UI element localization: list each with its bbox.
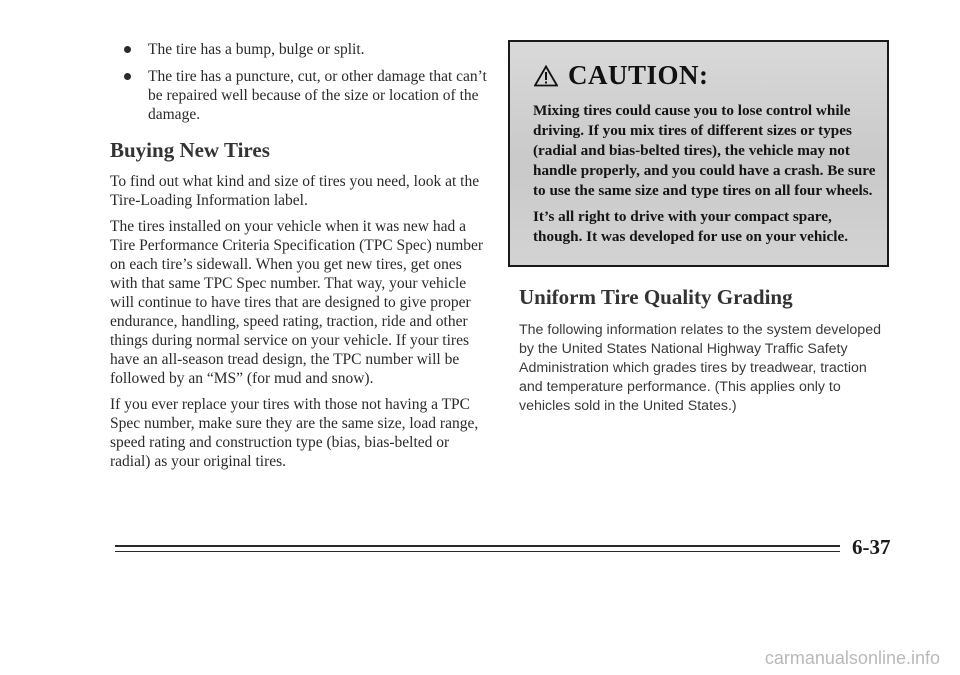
paragraph: The tires installed on your vehicle when it was new had a Tire Performance Criteria Specification (TPC Spec) number on each tire’s sidewall. When you get new tires, get ones with that same TPC Spec number. That way, your vehicle will continue to have tires that are designed to give proper endurance, handling, speed rating, traction, ride and other things during normal service on your vehicle. If your tires have an all-season tread design, the TPC number will be followed by an “MS” (for mud and snow). [110,218,484,387]
caution-header [534,60,709,91]
caution-box [508,40,889,267]
watermark: carmanualsonline.info [764,648,940,668]
bullet-text: The tire has a bump, bulge or split. [148,41,365,58]
bullet-dot-icon [124,73,131,80]
caution-paragraph: Mixing tires could cause you to lose control while driving. If you mix tires of different sizes or types (radial and bias-belted tires), the vehicle may not handle properly, and you could have a crash. Be sure to use the same size and type tires on all four wheels. [533,102,876,199]
caution-body [533,101,878,253]
caution-paragraph: It’s all right to drive with your compact spare, though. It was developed for use on your vehicle. [533,208,849,245]
bullet-item [110,67,490,124]
section-heading-uniform-tire-quality-grading: Uniform Tire Quality Grading [519,285,793,309]
left-column [110,40,490,478]
right-column [519,285,889,416]
paragraph: The following information relates to the system developed by the United States National Highway Traffic Safety Administration which grades tires by treadwear, traction and temperature performance. (This applies only to vehicles sold in the United States.) [519,322,881,414]
page-number: 6-37 [852,535,891,559]
damage-bullet-list [110,40,490,124]
caution-title: CAUTION: [568,60,709,90]
paragraph: To find out what kind and size of tires you need, look at the Tire-Loading Information label. [110,173,480,209]
bullet-dot-icon [124,46,131,53]
section-heading-buying-new-tires: Buying New Tires [110,138,270,162]
footer-rule [115,545,840,547]
bullet-item [110,40,490,59]
footer-rule-thin [115,551,840,552]
bullet-text: The tire has a puncture, cut, or other damage that can’t be repaired well because of the size or location of the damage. [148,68,487,123]
warning-triangle-icon [534,65,558,87]
paragraph: If you ever replace your tires with those not having a TPC Spec number, make sure they are the same size, load range, speed rating and construction type (bias, bias-belted or radial) as your original tires. [110,396,479,470]
